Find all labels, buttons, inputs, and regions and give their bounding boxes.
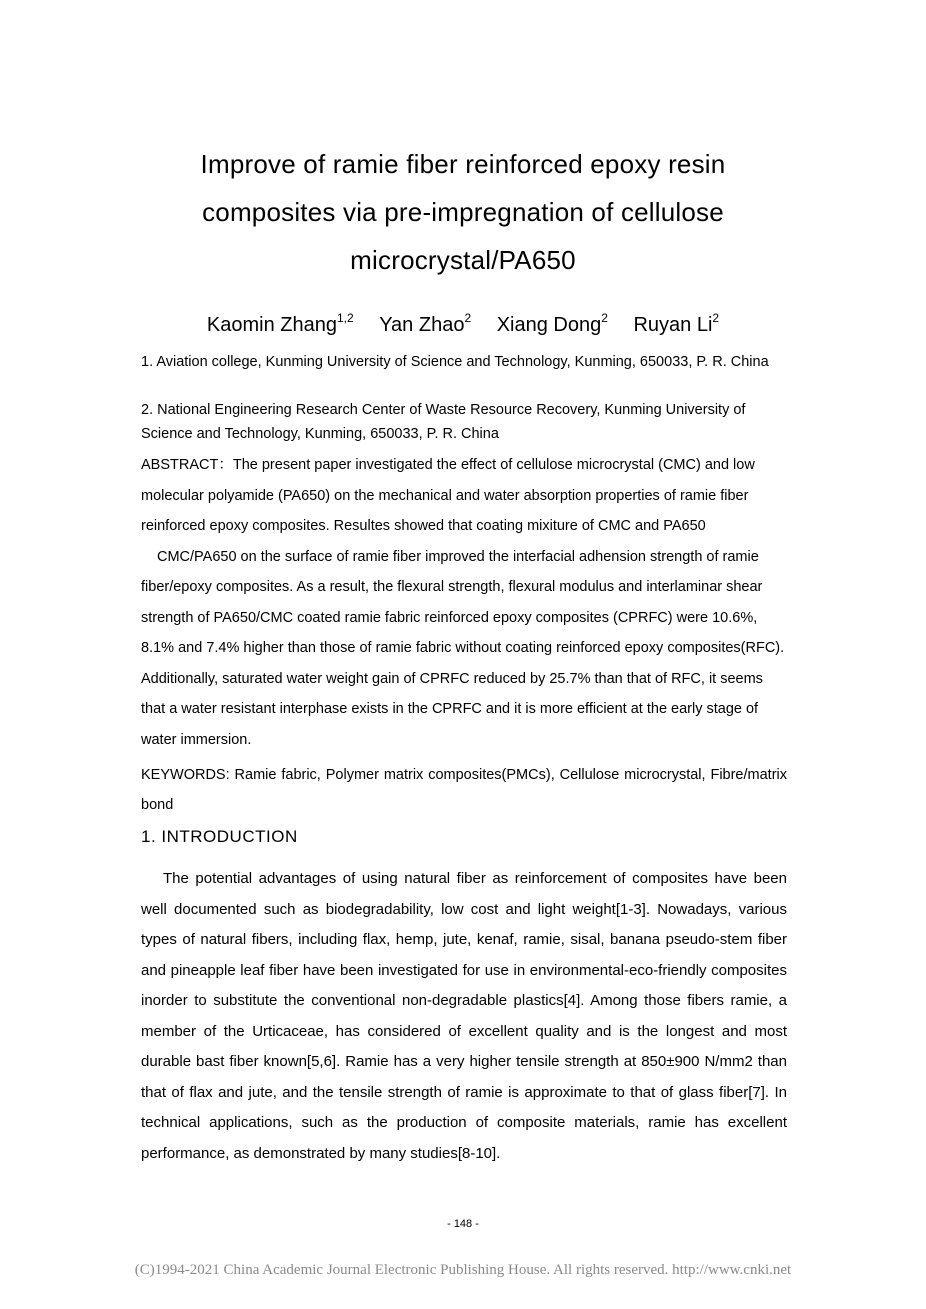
copyright-footer: (C)1994-2021 China Academic Journal Electronic Publishing House. All rights reserved. http://www.cnki.net <box>134 1262 792 1278</box>
section-heading-introduction: 1. INTRODUCTION <box>141 827 298 846</box>
author-1 <box>206 311 354 336</box>
author-name: Xiang Dong <box>496 314 602 336</box>
author-3 <box>496 311 608 336</box>
intro-paragraph: The potential advantages of using natural fiber as reinforcement of composites have been well documented such as biodegradability, low cost and light weight[1-3]. Nowadays, various types of natural fibers, including flax, hemp, jute, kenaf, ramie, sisal, banana pseudo-stem fiber and pineapple leaf fiber have been investigated for use in environmental-eco-friendly composites inorder to substitute the conventional non-degradable plastics[4]. Among those fibers ramie, a member of the Urticaceae, has considered of excellent quality and is the longest and most durable bast fiber known[5,6]. Ramie has a very higher tensile strength at 850±900 N/mm2 than that of flax and jute, and the tensile strength of ramie is approximate to that of glass fiber[7]. In technical applications, such as the production of composite materials, ramie has excellent performance, as demonstrated by many studies[8-10]. <box>141 870 787 1162</box>
abstract <box>141 450 787 755</box>
page-number: - 148 - <box>447 1218 479 1230</box>
author-affiliation-mark: 1,2 <box>336 311 354 325</box>
author-affiliation-mark: 2 <box>601 311 608 325</box>
abstract-text-1: The present paper investigated the effect of cellulose microcrystal (CMC) and low molecular polyamide (PA650) on the mechanical and water absorption properties of ramie fiber reinforced epoxy composites. Resultes showed that coating mixiture of CMC and PA650 <box>141 457 755 534</box>
author-affiliation-mark: 2 <box>712 311 720 325</box>
abstract-paragraph-1 <box>141 450 787 542</box>
abstract-paragraph-2: CMC/PA650 on the surface of ramie fiber improved the interfacial adhension strength of ramie fiber/epoxy composites. As a result, the flexural strength, flexural modulus and interlaminar shear strength of PA650/CMC coated ramie fabric reinforced epoxy composites (CPRFC) were 10.6%, 8.1% and 7.4% higher than those of ramie fabric without coating reinforced epoxy composites(RFC). Additionally, saturated water weight gain of CPRFC reduced by 25.7% than that of RFC, it seems that a water resistant interphase exists in the CPRFC and it is more efficient at the early stage of water immersion. <box>141 548 785 748</box>
author-4 <box>633 311 720 336</box>
author-name: Ruyan Li <box>633 314 713 336</box>
author-list <box>140 310 786 340</box>
author-name: Yan Zhao <box>379 314 465 336</box>
abstract-label: ABSTRACT： <box>141 457 233 473</box>
paper-title: Improve of ramie fiber reinforced epoxy resin composites via pre-impregnation of cellulose microcrystal/PA650 <box>200 149 726 275</box>
affiliation-1: 1. Aviation college, Kunming University of Science and Technology, Kunming, 650033, P. R. China <box>141 354 769 370</box>
keywords: KEYWORDS: Ramie fabric, Polymer matrix composites(PMCs), Cellulose microcrystal, Fibre/matrix bond <box>141 767 787 813</box>
affiliation-2: 2. National Engineering Research Center of Waste Resource Recovery, Kunming University of Science and Technology, Kunming, 650033, P. R. China <box>141 402 746 442</box>
author-2 <box>379 311 472 336</box>
author-affiliation-mark: 2 <box>464 311 472 325</box>
author-name: Kaomin Zhang <box>206 314 337 336</box>
